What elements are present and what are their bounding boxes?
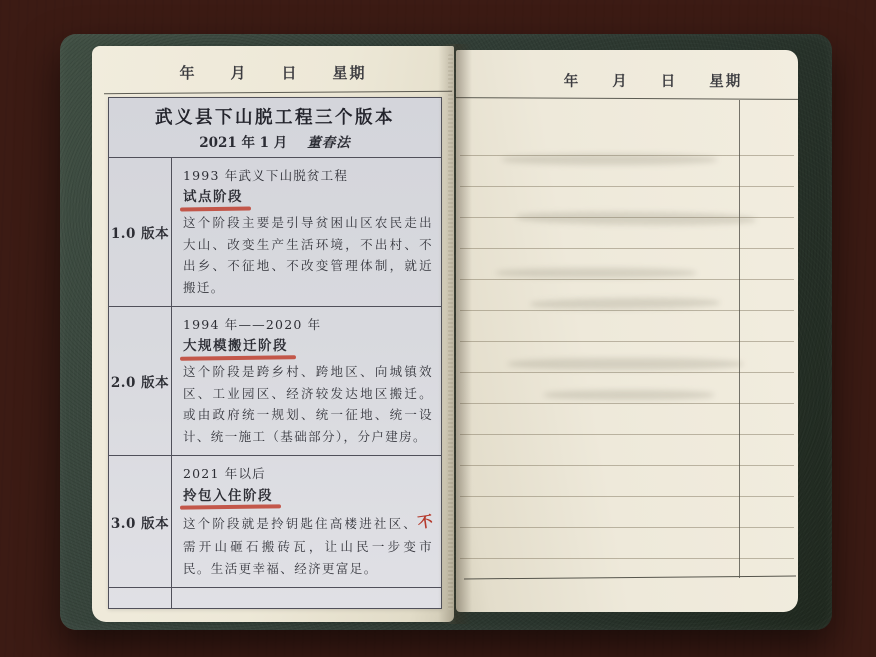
date-header-weekday: 星期 [709, 73, 743, 90]
date-header-day: 日 [281, 64, 299, 82]
row3-body-after: 需开山砸石搬砖瓦，让山民一步变市民。生活更幸福、经济更富足。 [183, 539, 433, 576]
red-handwritten-annotation: 不 [416, 511, 434, 532]
content-cell-3 [172, 456, 441, 587]
date-header-month: 月 [230, 64, 248, 82]
row3-stage-underlined-red: 拎包入住阶段 [183, 485, 273, 508]
right-page [456, 50, 798, 612]
table-row-v1 [109, 157, 441, 306]
empty-content-cell [172, 588, 441, 608]
row2-period: 1994 年——2020 年 [183, 317, 322, 333]
right-margin-line [739, 100, 741, 578]
date-header-year: 年 [563, 73, 581, 90]
date-header-day: 日 [660, 73, 678, 90]
right-header-rule [456, 97, 798, 100]
ink-bleedthrough-smudge [502, 154, 717, 165]
table-row-v3 [109, 455, 441, 587]
content-cell-2 [172, 307, 441, 455]
version-cell-3: 3.0 版本 [109, 456, 172, 587]
sheet-subtitle-author: 董春法 [307, 135, 351, 151]
ink-bleedthrough-smudge [544, 390, 714, 400]
right-date-header [482, 70, 824, 91]
right-bottom-rule [464, 576, 796, 580]
left-date-header [92, 62, 454, 83]
date-header-month: 月 [612, 73, 629, 90]
version-cell-2: 2.0 版本 [109, 307, 172, 455]
ruled-lines [460, 125, 794, 576]
date-header-year: 年 [179, 64, 197, 82]
row3-period: 2021 年以后 [183, 466, 266, 482]
ink-bleedthrough-smudge [508, 358, 743, 370]
empty-version-cell [109, 588, 172, 608]
version-cell-1: 1.0 版本 [109, 158, 172, 306]
left-header-rule [104, 91, 452, 94]
date-header-weekday: 星期 [332, 64, 367, 82]
sheet-subtitle-date: 2021 年 1 月 [199, 135, 288, 151]
row3-body-before: 这个阶段就是拎钥匙住高楼进社区、 [183, 515, 418, 531]
ink-bleedthrough-smudge [496, 268, 696, 278]
row3-body [183, 511, 433, 580]
table-row-empty [109, 587, 441, 608]
table-row-v2 [109, 306, 441, 455]
left-page [92, 46, 454, 622]
page-stack-edge [448, 54, 453, 610]
row2-body: 这个阶段是跨乡村、跨地区、向城镇效区、工业园区、经济较发达地区搬迁。或由政府统一规划、统一征地、统一设计、统一施工（基础部分），分户建房。 [183, 364, 433, 444]
sheet-subtitle [109, 130, 441, 157]
row1-period: 1993 年武义下山脱贫工程 [183, 168, 349, 183]
printed-sheet [108, 97, 442, 609]
row1-stage-underlined-red: 试点阶段 [183, 186, 243, 209]
row2-stage-underlined-red: 大规模搬迁阶段 [183, 335, 288, 358]
content-cell-1 [172, 158, 441, 306]
sheet-title: 武义县下山脱工程三个版本 [155, 108, 395, 128]
row1-body: 这个阶段主要是引导贫困山区农民走出大山、改变生产生活环境，不出村、不出乡、不征地、不改变管理体制，就近搬迁。 [183, 215, 433, 295]
